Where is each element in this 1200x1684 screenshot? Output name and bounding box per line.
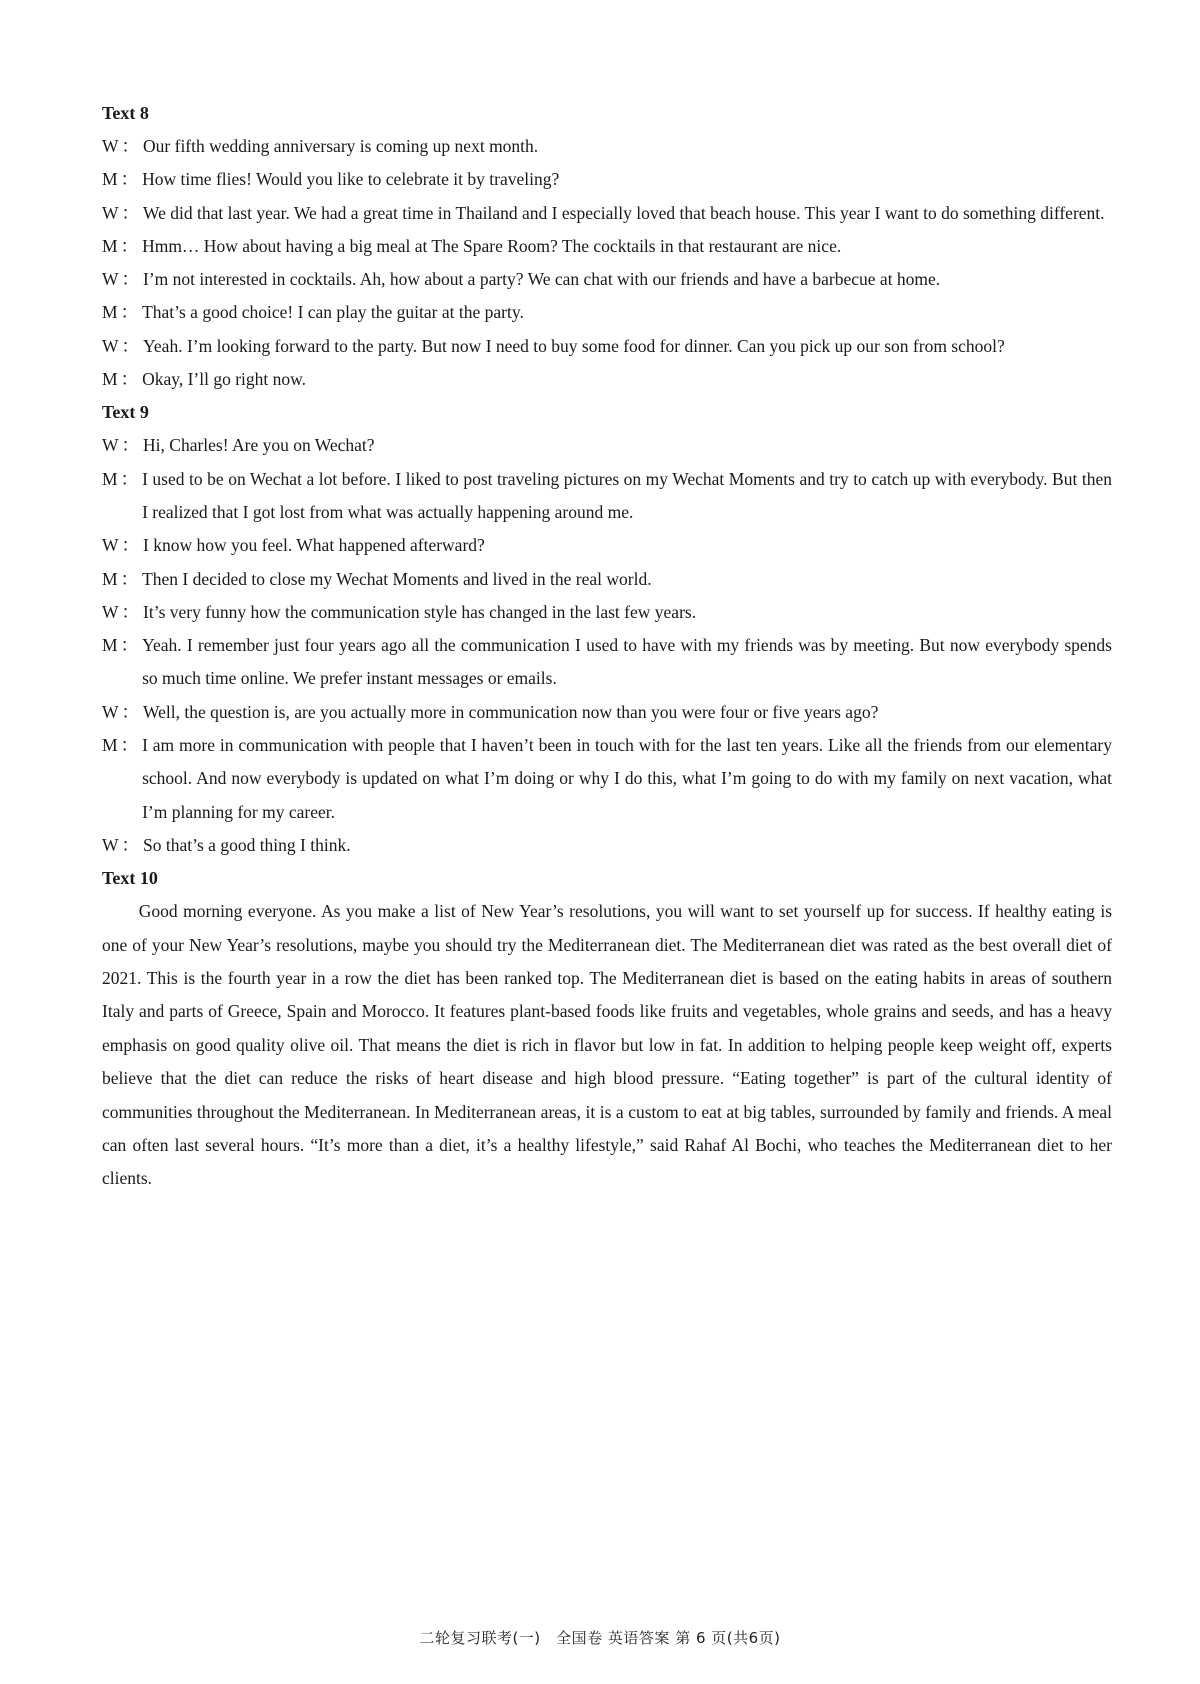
dialogue-line — [102, 463, 1112, 530]
speaker-label: M ： — [102, 169, 139, 190]
utterance: Yeah. I remember just four years ago all the communication I used to have with my friends was by meeting. But now everybody spends so much time online. We prefer instant messages or emails. — [142, 635, 1112, 689]
utterance: I used to be on Wechat a lot before. I liked to post traveling pictures on my Wechat Moments and try to catch up with everybody. But then I realized that I got lost from what was actually happening around me. — [142, 468, 1112, 522]
dialogue-line — [102, 529, 1112, 562]
speaker-label: W ： — [102, 136, 140, 156]
utterance: Then I decided to close my Wechat Moments and lived in the real world. — [142, 568, 652, 589]
speaker-label: M ： — [102, 635, 139, 656]
utterance: We did that last year. We had a great time in Thailand and I especially loved that beach house. This year I want to do something different. — [143, 202, 1105, 223]
dialogue-line — [102, 130, 1112, 163]
utterance: Hi, Charles! Are you on Wechat? — [143, 435, 375, 456]
page-content — [102, 97, 1112, 1196]
speaker-label: W ： — [102, 335, 140, 356]
speaker-label: W ： — [102, 535, 140, 556]
utterance: Our fifth wedding anniversary is coming up next month. — [143, 136, 539, 156]
utterance: Yeah. I’m looking forward to the party. But now I need to buy some food for dinner. Can you pick up our son from school? — [143, 335, 1005, 356]
speaker-label: W ： — [102, 601, 140, 622]
speaker-label: W ： — [102, 269, 140, 290]
dialogue-line — [102, 596, 1112, 629]
page-footer: 二轮复习联考(一) 全国卷 英语答案 第 6 页(共6页) — [419, 1629, 781, 1647]
dialogue-line — [102, 629, 1112, 696]
speaker-label: M ： — [102, 235, 139, 256]
utterance: Well, the question is, are you actually more in communication now than you were four or five years ago? — [143, 701, 879, 722]
dialogue-line — [102, 729, 1112, 829]
dialogue-line — [102, 563, 1112, 596]
text-9-section — [102, 396, 1112, 862]
utterance: How time flies! Would you like to celebrate it by traveling? — [142, 169, 560, 190]
utterance: Hmm… How about having a big meal at The Spare Room? The cocktails in that restaurant are nice. — [142, 235, 842, 256]
utterance: I know how you feel. What happened afterward? — [143, 535, 485, 556]
speaker-label: M ： — [102, 369, 139, 390]
section-heading: Text 10 — [102, 868, 158, 889]
utterance: I’m not interested in cocktails. Ah, how about a party? We can chat with our friends and have a barbecue at home. — [143, 269, 941, 290]
speaker-label: M ： — [102, 468, 139, 489]
speaker-label: M ： — [102, 302, 139, 323]
dialogue-line — [102, 230, 1112, 263]
utterance: So that’s a good thing I think. — [143, 834, 351, 855]
dialogue-line — [102, 163, 1112, 196]
section-heading: Text 9 — [102, 402, 149, 423]
dialogue-line — [102, 197, 1112, 230]
speaker-label: M ： — [102, 735, 139, 756]
text-8-section — [102, 97, 1112, 396]
monologue-paragraph: Good morning everyone. As you make a list of New Year’s resolutions, you will want to set yourself up for success. If healthy eating is one of your New Year’s resolutions, maybe you should try the Mediterranean diet. The Mediterranean diet was rated as the best overall diet of 2021. This is the fourth year in a row the diet has been ranked top. The Mediterranean diet is based on the eating habits in areas of southern Italy and parts of Greece, Spain and Morocco. It features plant-based foods like fruits and vegetables, whole grains and seeds, and has a heavy emphasis on good quality olive oil. That means the diet is rich in flavor but low in fat. In addition to helping people keep weight off, experts believe that the diet can reduce the risks of heart disease and high blood pressure. “Eating together” is part of the cultural identity of communities throughout the Mediterranean. In Mediterranean areas, it is a custom to eat at big tables, surrounded by family and friends. A meal can often last several hours. “It’s more than a diet, it’s a healthy lifestyle,” said Rahaf Al Bochi, who teaches the Mediterranean diet to her clients. — [102, 901, 1112, 1189]
speaker-label: W ： — [102, 834, 140, 855]
dialogue-line — [102, 296, 1112, 329]
section-heading: Text 8 — [102, 103, 149, 123]
text-10-section — [102, 862, 1112, 1196]
dialogue-line — [102, 263, 1112, 296]
speaker-label: M ： — [102, 568, 139, 589]
dialogue-line — [102, 429, 1112, 462]
utterance: That’s a good choice! I can play the guitar at the party. — [142, 302, 524, 323]
speaker-label: W ： — [102, 202, 140, 223]
dialogue-line — [102, 363, 1112, 396]
dialogue-line — [102, 829, 1112, 862]
utterance: It’s very funny how the communication style has changed in the last few years. — [143, 601, 697, 622]
utterance: I am more in communication with people that I haven’t been in touch with for the last ten years. Like all the friends from our elementary school. And now everybody is updated on what I’m doing or why I do this, what I’m going to do with my family on next vacation, what I’m planning for my career. — [142, 735, 1112, 822]
speaker-label: W ： — [102, 701, 140, 722]
dialogue-line — [102, 330, 1112, 363]
speaker-label: W ： — [102, 435, 140, 456]
dialogue-line — [102, 696, 1112, 729]
utterance: Okay, I’ll go right now. — [142, 369, 307, 390]
